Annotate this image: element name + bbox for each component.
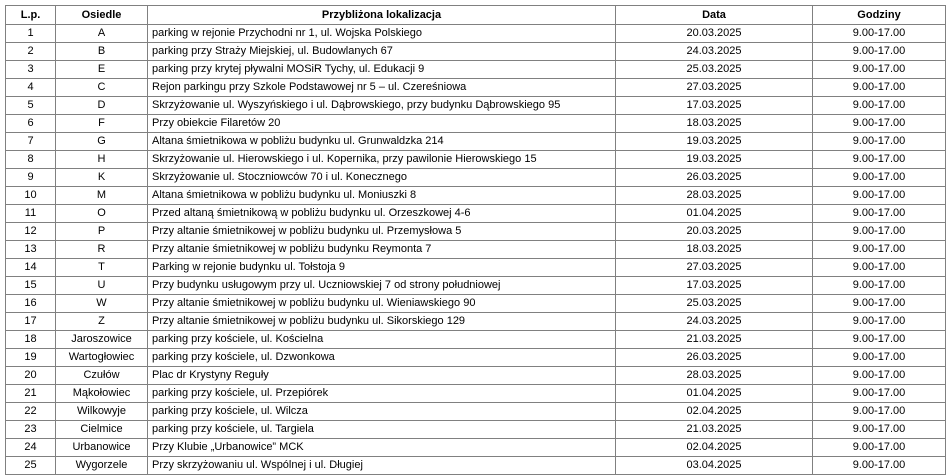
cell-lp: 17	[6, 313, 56, 331]
cell-lp: 23	[6, 421, 56, 439]
cell-osiedle: R	[56, 241, 148, 259]
cell-data: 03.04.2025	[616, 457, 813, 475]
table-row	[6, 295, 946, 313]
cell-loc: parking przy kościele, ul. Wilcza	[148, 403, 616, 421]
cell-lp: 14	[6, 259, 56, 277]
cell-osiedle: Z	[56, 313, 148, 331]
cell-lp: 25	[6, 457, 56, 475]
cell-loc: parking przy Straży Miejskiej, ul. Budowlanych 67	[148, 43, 616, 61]
cell-data: 18.03.2025	[616, 115, 813, 133]
cell-data: 26.03.2025	[616, 349, 813, 367]
cell-data: 18.03.2025	[616, 241, 813, 259]
cell-godz: 9.00-17.00	[813, 25, 946, 43]
column-header-lp: L.p.	[6, 6, 56, 25]
header-row	[6, 6, 946, 25]
cell-osiedle: G	[56, 133, 148, 151]
cell-loc: Przed altaną śmietnikową w pobliżu budynku ul. Orzeszkowej 4-6	[148, 205, 616, 223]
cell-lp: 7	[6, 133, 56, 151]
cell-loc: Przy skrzyżowaniu ul. Wspólnej i ul. Długiej	[148, 457, 616, 475]
cell-osiedle: Wilkowyje	[56, 403, 148, 421]
cell-osiedle: D	[56, 97, 148, 115]
table-row	[6, 349, 946, 367]
cell-data: 21.03.2025	[616, 421, 813, 439]
cell-loc: parking przy kościele, ul. Dzwonkowa	[148, 349, 616, 367]
cell-godz: 9.00-17.00	[813, 43, 946, 61]
cell-godz: 9.00-17.00	[813, 241, 946, 259]
cell-lp: 1	[6, 25, 56, 43]
cell-loc: Skrzyżowanie ul. Stoczniowców 70 i ul. Konecznego	[148, 169, 616, 187]
schedule-table	[5, 5, 946, 475]
cell-godz: 9.00-17.00	[813, 97, 946, 115]
cell-loc: Altana śmietnikowa w pobliżu budynku ul. Grunwaldzka 214	[148, 133, 616, 151]
cell-data: 27.03.2025	[616, 79, 813, 97]
cell-godz: 9.00-17.00	[813, 367, 946, 385]
cell-data: 19.03.2025	[616, 151, 813, 169]
cell-loc: Przy Klubie „Urbanowice” MCK	[148, 439, 616, 457]
cell-data: 24.03.2025	[616, 313, 813, 331]
table-row	[6, 241, 946, 259]
cell-data: 01.04.2025	[616, 385, 813, 403]
cell-data: 27.03.2025	[616, 259, 813, 277]
cell-lp: 19	[6, 349, 56, 367]
table-row	[6, 61, 946, 79]
cell-osiedle: Urbanowice	[56, 439, 148, 457]
cell-data: 02.04.2025	[616, 439, 813, 457]
table-row	[6, 43, 946, 61]
cell-godz: 9.00-17.00	[813, 61, 946, 79]
cell-godz: 9.00-17.00	[813, 151, 946, 169]
cell-godz: 9.00-17.00	[813, 115, 946, 133]
cell-data: 25.03.2025	[616, 61, 813, 79]
schedule-sheet	[5, 5, 945, 475]
table-row	[6, 313, 946, 331]
cell-godz: 9.00-17.00	[813, 439, 946, 457]
cell-loc: Przy budynku usługowym przy ul. Uczniowskiej 7 od strony południowej	[148, 277, 616, 295]
cell-loc: Przy altanie śmietnikowej w pobliżu budynku ul. Sikorskiego 129	[148, 313, 616, 331]
cell-loc: Altana śmietnikowa w pobliżu budynku ul. Moniuszki 8	[148, 187, 616, 205]
cell-osiedle: O	[56, 205, 148, 223]
cell-godz: 9.00-17.00	[813, 349, 946, 367]
cell-osiedle: W	[56, 295, 148, 313]
cell-loc: parking w rejonie Przychodni nr 1, ul. Wojska Polskiego	[148, 25, 616, 43]
cell-godz: 9.00-17.00	[813, 313, 946, 331]
cell-godz: 9.00-17.00	[813, 403, 946, 421]
cell-godz: 9.00-17.00	[813, 169, 946, 187]
cell-godz: 9.00-17.00	[813, 277, 946, 295]
cell-data: 24.03.2025	[616, 43, 813, 61]
cell-osiedle: H	[56, 151, 148, 169]
table-row	[6, 223, 946, 241]
table-row	[6, 403, 946, 421]
cell-data: 17.03.2025	[616, 97, 813, 115]
cell-lp: 22	[6, 403, 56, 421]
table-header	[6, 6, 946, 25]
cell-loc: Przy obiekcie Filaretów 20	[148, 115, 616, 133]
cell-data: 17.03.2025	[616, 277, 813, 295]
cell-lp: 12	[6, 223, 56, 241]
cell-osiedle: U	[56, 277, 148, 295]
table-body	[6, 25, 946, 475]
cell-lp: 8	[6, 151, 56, 169]
cell-godz: 9.00-17.00	[813, 385, 946, 403]
table-row	[6, 187, 946, 205]
cell-data: 19.03.2025	[616, 133, 813, 151]
cell-data: 20.03.2025	[616, 25, 813, 43]
table-row	[6, 151, 946, 169]
cell-loc: Plac dr Krystyny Reguły	[148, 367, 616, 385]
cell-godz: 9.00-17.00	[813, 421, 946, 439]
cell-data: 21.03.2025	[616, 331, 813, 349]
cell-godz: 9.00-17.00	[813, 79, 946, 97]
table-row	[6, 115, 946, 133]
cell-osiedle: Wygorzele	[56, 457, 148, 475]
cell-data: 20.03.2025	[616, 223, 813, 241]
cell-loc: parking przy krytej pływalni MOSiR Tychy, ul. Edukacji 9	[148, 61, 616, 79]
cell-lp: 16	[6, 295, 56, 313]
cell-godz: 9.00-17.00	[813, 205, 946, 223]
cell-loc: parking przy kościele, ul. Targiela	[148, 421, 616, 439]
cell-godz: 9.00-17.00	[813, 187, 946, 205]
cell-osiedle: C	[56, 79, 148, 97]
cell-loc: Przy altanie śmietnikowej w pobliżu budynku Reymonta 7	[148, 241, 616, 259]
table-row	[6, 79, 946, 97]
cell-osiedle: F	[56, 115, 148, 133]
table-row	[6, 367, 946, 385]
cell-lp: 3	[6, 61, 56, 79]
column-header-osiedle: Osiedle	[56, 6, 148, 25]
cell-data: 01.04.2025	[616, 205, 813, 223]
cell-godz: 9.00-17.00	[813, 259, 946, 277]
cell-loc: Rejon parkingu przy Szkole Podstawowej nr 5 – ul. Czereśniowa	[148, 79, 616, 97]
cell-lp: 10	[6, 187, 56, 205]
cell-lp: 13	[6, 241, 56, 259]
cell-godz: 9.00-17.00	[813, 457, 946, 475]
table-row	[6, 205, 946, 223]
cell-lp: 4	[6, 79, 56, 97]
cell-osiedle: Cielmice	[56, 421, 148, 439]
table-row	[6, 25, 946, 43]
cell-data: 25.03.2025	[616, 295, 813, 313]
cell-loc: Parking w rejonie budynku ul. Tołstoja 9	[148, 259, 616, 277]
table-row	[6, 277, 946, 295]
cell-osiedle: E	[56, 61, 148, 79]
cell-osiedle: A	[56, 25, 148, 43]
cell-lp: 24	[6, 439, 56, 457]
cell-lp: 20	[6, 367, 56, 385]
table-row	[6, 97, 946, 115]
cell-lp: 2	[6, 43, 56, 61]
cell-osiedle: M	[56, 187, 148, 205]
cell-data: 02.04.2025	[616, 403, 813, 421]
column-header-data: Data	[616, 6, 813, 25]
table-row	[6, 439, 946, 457]
table-row	[6, 259, 946, 277]
cell-osiedle: K	[56, 169, 148, 187]
cell-osiedle: Jaroszowice	[56, 331, 148, 349]
table-row	[6, 133, 946, 151]
cell-data: 28.03.2025	[616, 187, 813, 205]
cell-loc: Przy altanie śmietnikowej w pobliżu budynku ul. Wieniawskiego 90	[148, 295, 616, 313]
table-row	[6, 457, 946, 475]
cell-osiedle: T	[56, 259, 148, 277]
cell-loc: parking przy kościele, ul. Kościelna	[148, 331, 616, 349]
cell-lp: 18	[6, 331, 56, 349]
cell-godz: 9.00-17.00	[813, 331, 946, 349]
cell-lp: 21	[6, 385, 56, 403]
cell-osiedle: Mąkołowiec	[56, 385, 148, 403]
column-header-godziny: Godziny	[813, 6, 946, 25]
cell-loc: Przy altanie śmietnikowej w pobliżu budynku ul. Przemysłowa 5	[148, 223, 616, 241]
cell-lp: 11	[6, 205, 56, 223]
table-row	[6, 385, 946, 403]
cell-loc: Skrzyżowanie ul. Wyszyńskiego i ul. Dąbrowskiego, przy budynku Dąbrowskiego 95	[148, 97, 616, 115]
cell-lp: 15	[6, 277, 56, 295]
cell-godz: 9.00-17.00	[813, 295, 946, 313]
cell-lp: 5	[6, 97, 56, 115]
cell-loc: parking przy kościele, ul. Przepiórek	[148, 385, 616, 403]
table-row	[6, 331, 946, 349]
cell-loc: Skrzyżowanie ul. Hierowskiego i ul. Kopernika, przy pawilonie Hierowskiego 15	[148, 151, 616, 169]
table-row	[6, 169, 946, 187]
cell-data: 28.03.2025	[616, 367, 813, 385]
cell-lp: 6	[6, 115, 56, 133]
cell-godz: 9.00-17.00	[813, 223, 946, 241]
cell-osiedle: Czułów	[56, 367, 148, 385]
cell-data: 26.03.2025	[616, 169, 813, 187]
column-header-lokalizacja: Przybliżona lokalizacja	[148, 6, 616, 25]
cell-osiedle: Wartogłowiec	[56, 349, 148, 367]
cell-osiedle: B	[56, 43, 148, 61]
cell-godz: 9.00-17.00	[813, 133, 946, 151]
cell-osiedle: P	[56, 223, 148, 241]
cell-lp: 9	[6, 169, 56, 187]
table-row	[6, 421, 946, 439]
